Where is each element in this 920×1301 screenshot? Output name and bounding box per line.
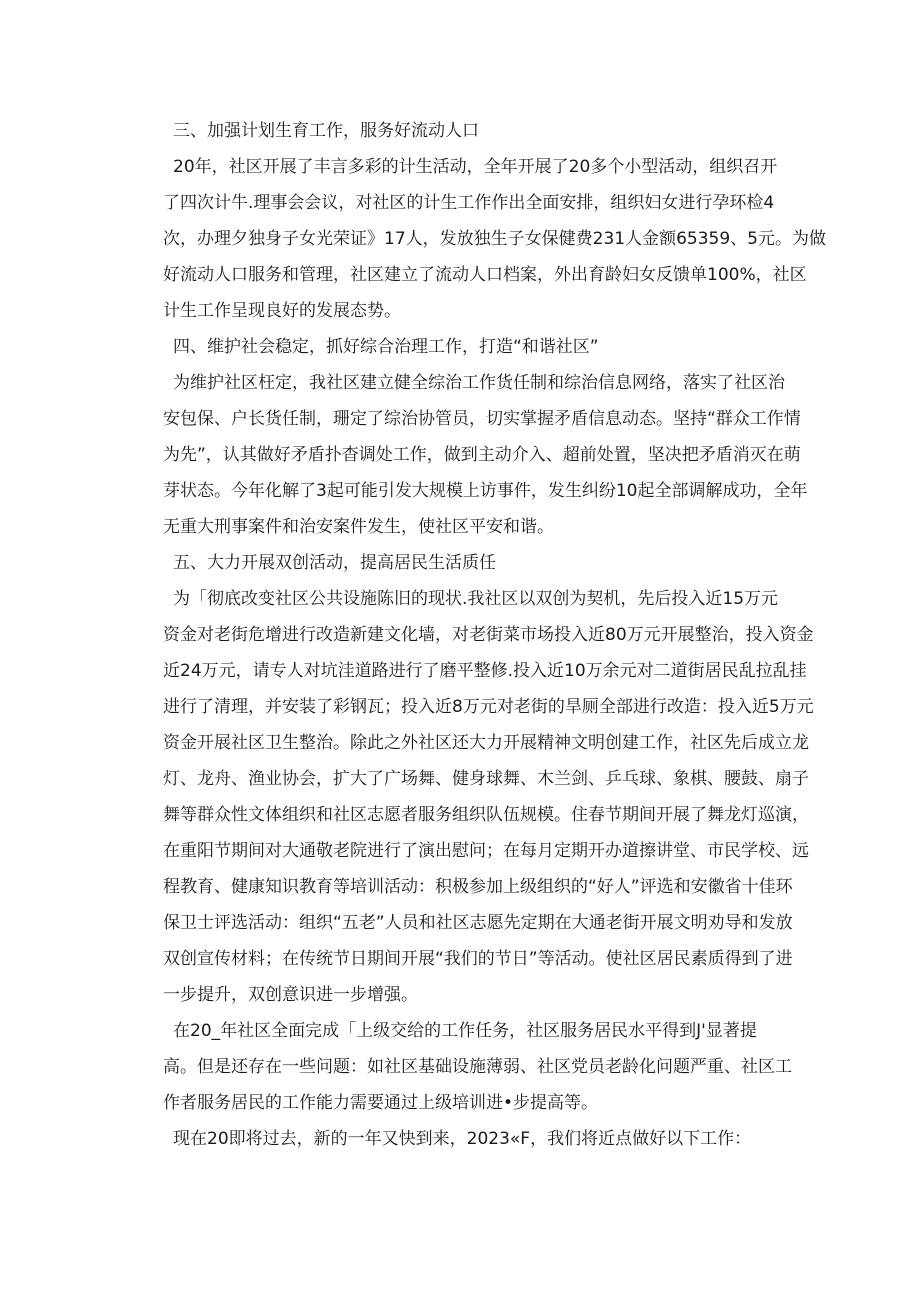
section-heading-3: 三、加强计划生育工作，服务好流动人口: [173, 121, 479, 141]
paragraph-line: 为维护社区枉定，我社区建立健全综治工作货任制和综治信息网络，落实了社区治: [173, 373, 785, 393]
paragraph-line: 好流动人口服务和管理，社区建立了流动人口档案，外出育龄妇女反馈单100%，社区: [163, 265, 807, 285]
paragraph-line: 了四次计牛.理事会会议，对社区的计生工作作出全面安排，组织妇女进行孕环检4: [163, 193, 775, 213]
paragraph-line: 无重大刑事案件和治安案件发生，使社区平安和谐。: [163, 517, 554, 537]
paragraph-line: 资金对老街危增进行改造新建文化墙，对老街菜市场投入近80万元开展整治，投入资金: [163, 625, 814, 645]
paragraph-line: 20年，社区开展了丰言多彩的计生活动，全年开展了20多个小型活动，组织召开: [173, 157, 778, 177]
summary-paragraph: [163, 1013, 792, 1121]
paragraph-line: 现在20即将过去，新的一年又快到来，2023«F，我们将近点做好以下工作：: [173, 1129, 752, 1149]
paragraph-line: 为「彻底改变社区公共设施陈旧的现状.我社区以双创为契机，先后投入近15万元: [173, 589, 779, 609]
paragraph-line: 在重阳节期间对大通敬老院进行了演出慰问；在每月定期开办道擦讲堂、市民学校、远: [163, 841, 809, 861]
paragraph-line: 保卫士评选活动：组织“五老”人员和社区志愿先定期在大通老街开展文明劝导和发放: [163, 913, 793, 933]
section-paragraph-5: [163, 581, 814, 1013]
paragraph-line: 进行了清理，并安装了彩钢瓦；投入近8万元对老街的旱厕全部进行改造：投入近5万元: [163, 697, 814, 717]
paragraph-line: 一步提升，双创意识进一步增强。: [163, 985, 418, 1005]
paragraph-line: 资金开展社区卫生整治。除此之外社区还大力开展精神文明创建工作，社区先后成立龙: [163, 733, 809, 753]
paragraph-line: 作者服务居民的工作能力需要通过上级培训进•步提高等。: [163, 1093, 599, 1113]
paragraph-line: 次，办理夕独身子女光荣证》17人，发放独生子女保健费231人金额65359、5元。为做: [163, 229, 826, 249]
section-paragraph-3: [163, 149, 826, 329]
section-heading-5: 五、大力开展双创活动，提高居民生活质任: [173, 553, 496, 573]
paragraph-line: 灯、龙舟、渔业协会，扩大了广场舞、健身球舞、木兰剑、乒乓球、象棋、腰鼓、扇子: [163, 769, 809, 789]
paragraph-line: 近24万元，请专人对坑洼道路进行了磨平整修.投入近10万余元对二道街居民乱拉乱挂: [163, 661, 807, 681]
document-body: [163, 113, 826, 1157]
paragraph-line: 双创宣传材料；在传统节日期间开展“我们的节日”等活动。使社区居民素质得到了进: [163, 949, 793, 969]
paragraph-line: 安包保、户长货任制，珊定了综治协管员，切实掌握矛盾信息动态。坚持“群众工作情: [163, 409, 801, 429]
paragraph-line: 程教育、健康知识教育等培训活动：积极参加上级组织的“好人”评选和安徽省十佳环: [163, 877, 793, 897]
paragraph-line: 高。但是还存在一些问题：如社区基础设施薄弱、社区党员老龄化问题严重、社区工: [163, 1057, 792, 1077]
paragraph-line: 为先”，认其做好矛盾扑杳调处工作，做到主动介入、超前处置，坚决把矛盾消灭在萌: [163, 445, 801, 465]
paragraph-line: 舞等群众性文体组织和社区志愿者服务组织队伍规模。住春节期间开展了舞龙灯巡演，: [163, 805, 809, 825]
paragraph-line: 计生工作呈现良好的发展态势。: [163, 301, 401, 321]
paragraph-line: 芽状态。今年化解了3起可能引发大规模上访事件，发生纠纷10起全部调解成功，全年: [163, 481, 808, 501]
section-heading-4: 四、维护社会稳定，抓好综合治理工作，打造“和谐社区”: [173, 337, 599, 357]
section-paragraph-4: [163, 365, 808, 545]
paragraph-line: 在20_年社区全面完成「上级交给的工作任务，社区服务居民水平得到J'显著提: [173, 1021, 757, 1041]
outlook-paragraph: [163, 1121, 783, 1157]
